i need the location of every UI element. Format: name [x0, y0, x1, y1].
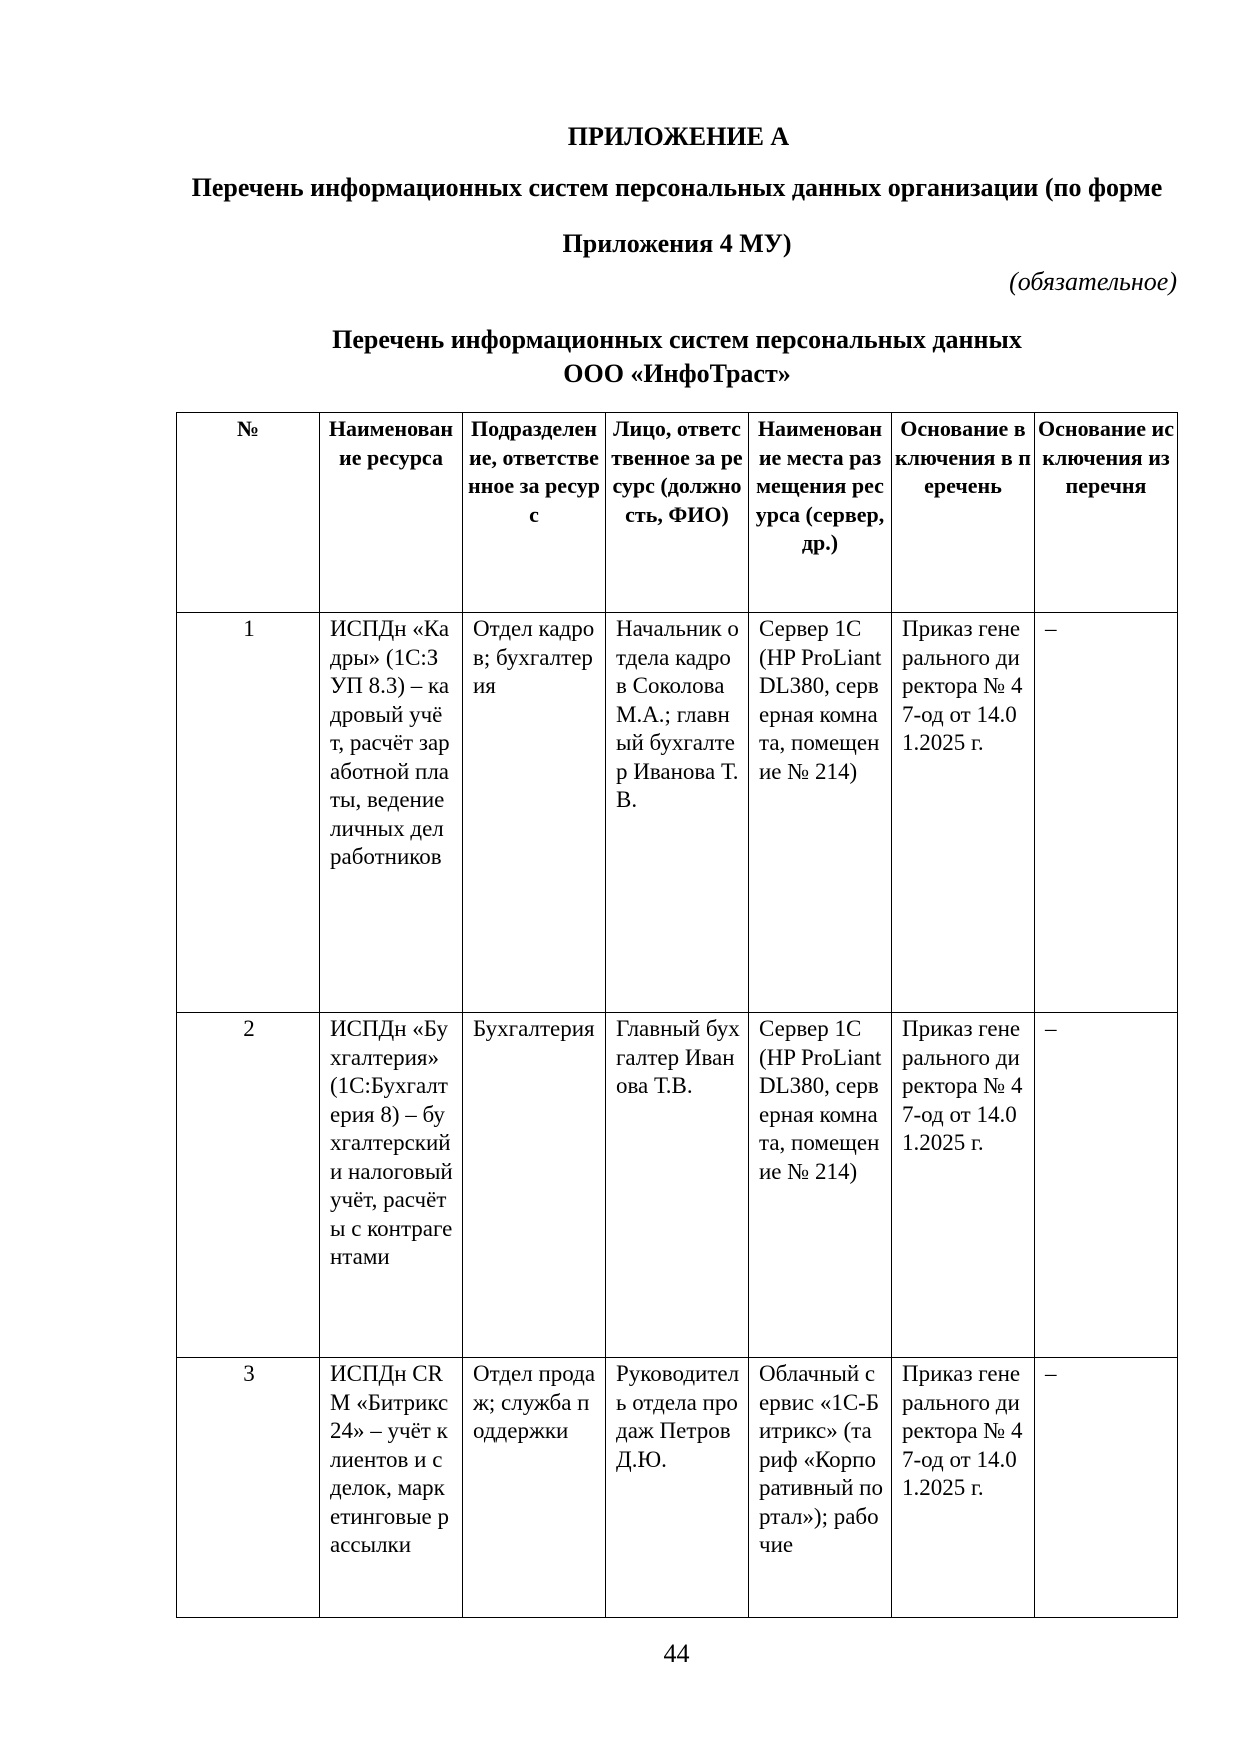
cell-number: 2	[177, 1013, 320, 1358]
cell-number: 3	[177, 1358, 320, 1618]
column-header-department: Подразделение, ответственное за ресурс	[463, 413, 606, 613]
table-row	[177, 1013, 1178, 1358]
ispdn-table	[176, 412, 1178, 1618]
table-header-row	[177, 413, 1178, 613]
column-header-number: №	[177, 413, 320, 613]
list-title-line1: Перечень информационных систем персональных данных	[332, 325, 1022, 354]
cell-location: Сервер 1С (HP ProLiant DL380, серверная комната, помещение № 214)	[749, 613, 892, 1013]
cell-inclusion-basis: Приказ генерального директора № 47-од от 14.01.2025 г.	[892, 1358, 1035, 1618]
cell-responsible-person: Руководитель отдела продаж Петров Д.Ю.	[606, 1358, 749, 1618]
cell-exclusion-basis: –	[1035, 1013, 1178, 1358]
cell-inclusion-basis: Приказ генерального директора № 47-од от 14.01.2025 г.	[892, 1013, 1035, 1358]
table-row	[177, 1358, 1178, 1618]
cell-department: Бухгалтерия	[463, 1013, 606, 1358]
cell-location: Сервер 1С (HP ProLiant DL380, серверная комната, помещение № 214)	[749, 1013, 892, 1358]
column-header-location: Наименование места размещения ресурса (сервер, др.)	[749, 413, 892, 613]
cell-location: Облачный сервис «1С-Битрикс» (тариф «Корпоративный портал»); рабочие	[749, 1358, 892, 1618]
list-title	[176, 323, 1178, 391]
cell-resource-name: ИСПДн «Бухгалтерия» (1С:Бухгалтерия 8) – бухгалтерский и налоговый учёт, расчёты с контрагентами	[320, 1013, 463, 1358]
page-number: 44	[663, 1639, 690, 1668]
cell-responsible-person: Начальник отдела кадров Соколова М.А.; главный бухгалтер Иванова Т.В.	[606, 613, 749, 1013]
cell-exclusion-basis: –	[1035, 1358, 1178, 1618]
column-header-responsible-person: Лицо, ответственное за ресурс (должность, ФИО)	[606, 413, 749, 613]
cell-responsible-person: Главный бухгалтер Иванова Т.В.	[606, 1013, 749, 1358]
column-header-inclusion-basis: Основание включения в перечень	[892, 413, 1035, 613]
table-row	[177, 613, 1178, 1013]
cell-resource-name: ИСПДн «Кадры» (1С:ЗУП 8.3) – кадровый учёт, расчёт заработной платы, ведение личных дел работников	[320, 613, 463, 1013]
column-header-exclusion-basis: Основание исключения из перечня	[1035, 413, 1178, 613]
cell-number: 1	[177, 613, 320, 1013]
column-header-resource-name: Наименование ресурса	[320, 413, 463, 613]
mandatory-label: (обязательное)	[1009, 267, 1177, 296]
cell-department: Отдел продаж; служба поддержки	[463, 1358, 606, 1618]
cell-department: Отдел кадров; бухгалтерия	[463, 613, 606, 1013]
appendix-title: ПРИЛОЖЕНИЕ А	[567, 122, 790, 151]
appendix-subtitle: Перечень информационных систем персональных данных организации (по форме Приложения 4 МУ)	[191, 173, 1163, 258]
list-title-line2: ООО «ИнфоТраст»	[563, 359, 791, 388]
cell-inclusion-basis: Приказ генерального директора № 47-од от 14.01.2025 г.	[892, 613, 1035, 1013]
cell-exclusion-basis: –	[1035, 613, 1178, 1013]
cell-resource-name: ИСПДн CRM «Битрикс24» – учёт клиентов и сделок, маркетинговые рассылки	[320, 1358, 463, 1618]
